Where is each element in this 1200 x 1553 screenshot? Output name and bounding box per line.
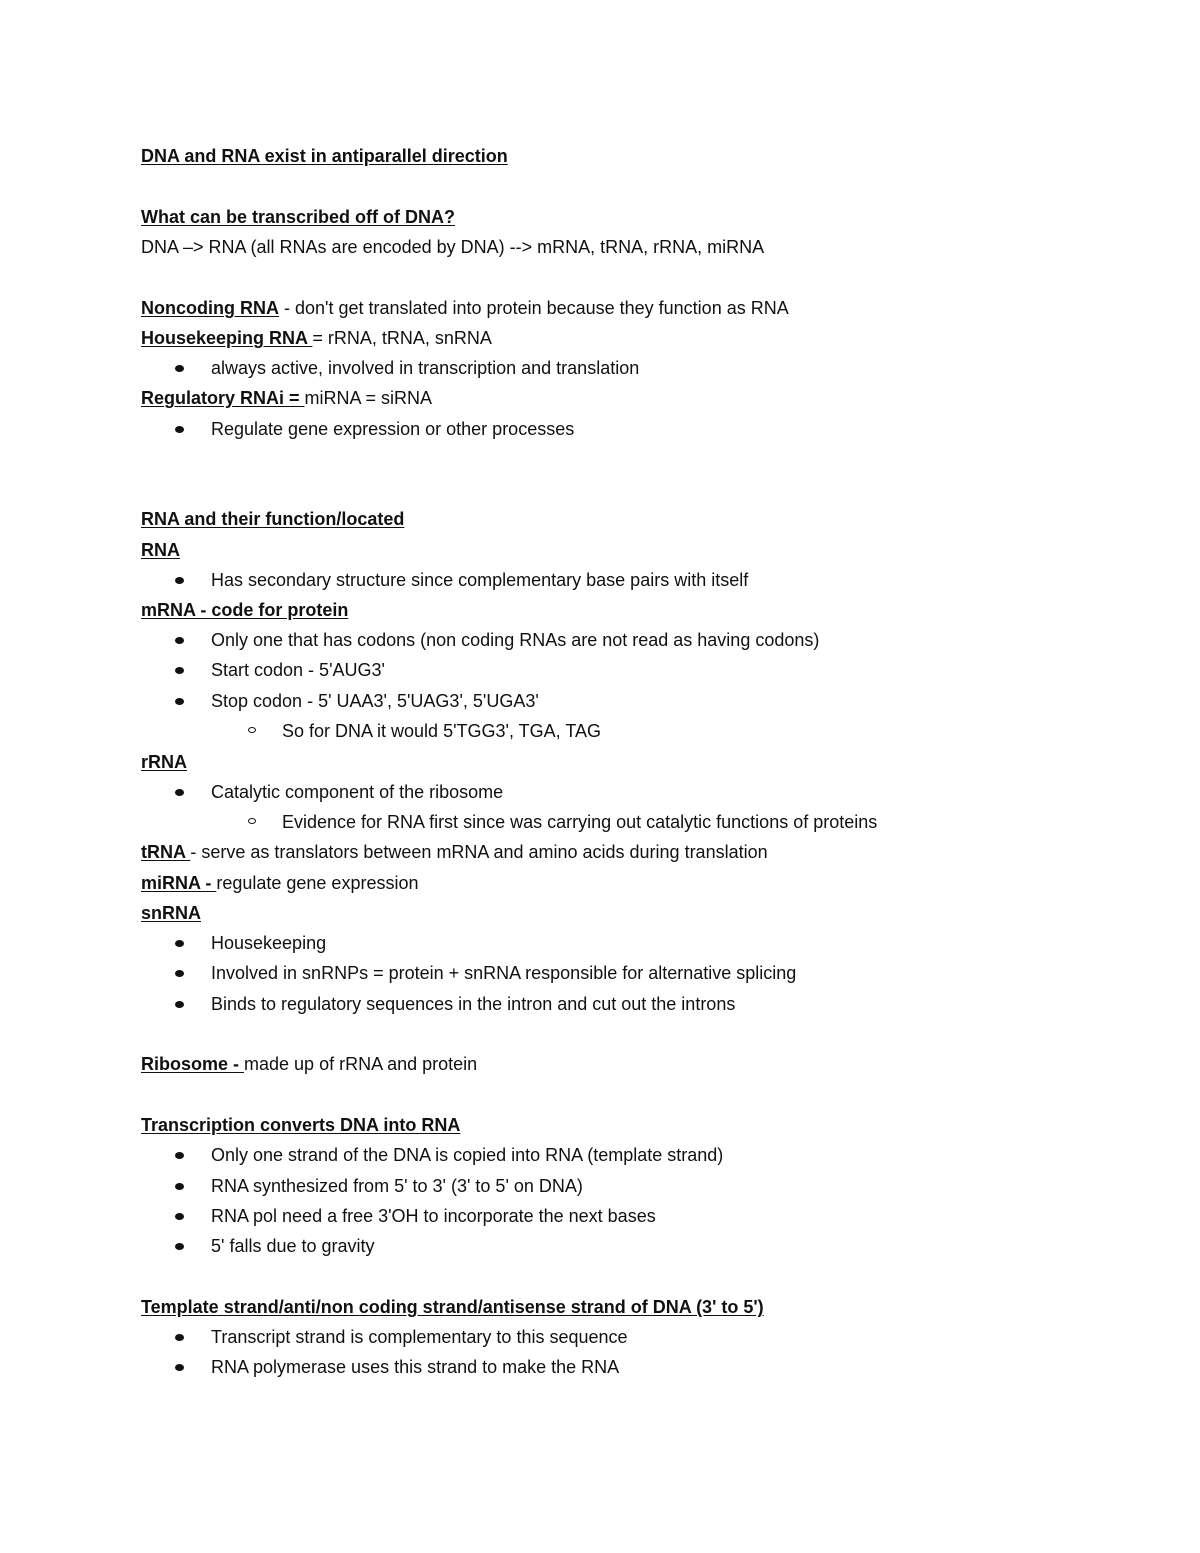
sub-bullet-evidence: Evidence for RNA first since was carrying out catalytic functions of proteins (282, 812, 878, 832)
text-regulatory-rnai: Regulatory RNAi = miRNA = siRNA (141, 388, 433, 408)
bullet-icon (175, 365, 184, 372)
bullet-housekeeping: Housekeeping (211, 933, 327, 953)
bullet-icon (175, 1001, 184, 1008)
text-dna-to-rna: DNA –> RNA (all RNAs are encoded by DNA) --> mRNA, tRNA, rRNA, miRNA (141, 237, 765, 257)
bullet-gravity: 5' falls due to gravity (211, 1236, 375, 1256)
bullet-icon (175, 426, 184, 433)
bullet-icon (175, 1152, 184, 1159)
bullet-complementary: Transcript strand is complementary to this sequence (211, 1327, 628, 1347)
bullet-binds-intron: Binds to regulatory sequences in the intron and cut out the introns (211, 994, 736, 1014)
bullet-icon (175, 789, 184, 796)
bullet-polymerase: RNA polymerase uses this strand to make the RNA (211, 1357, 620, 1377)
text-housekeeping-rna: Housekeeping RNA = rRNA, tRNA, snRNA (141, 328, 492, 348)
bullet-regulate-gene: Regulate gene expression or other processes (211, 419, 575, 439)
bullet-catalytic: Catalytic component of the ribosome (211, 782, 504, 802)
bullet-icon (175, 940, 184, 947)
heading-rna: RNA (141, 540, 180, 560)
heading-transcribed: What can be transcribed off of DNA? (141, 207, 456, 227)
heading-template-strand: Template strand/anti/non coding strand/antisense strand of DNA (3' to 5') (141, 1297, 764, 1317)
bullet-stop-codon: Stop codon - 5' UAA3', 5'UAG3', 5'UGA3' (211, 691, 539, 711)
heading-snrna: snRNA (141, 903, 202, 923)
heading-antiparallel: DNA and RNA exist in antiparallel direction (141, 146, 508, 166)
text-ribosome: Ribosome - made up of rRNA and protein (141, 1054, 478, 1074)
sub-bullet-icon (248, 818, 256, 824)
heading-rna-function: RNA and their function/located (141, 509, 405, 529)
bullet-icon (175, 970, 184, 977)
bullet-icon (175, 577, 184, 584)
bullet-icon (175, 1364, 184, 1371)
heading-mrna: mRNA - code for protein (141, 600, 349, 620)
bullet-icon (175, 637, 184, 644)
bullet-always-active: always active, involved in transcription and translation (211, 358, 640, 378)
bullet-icon (175, 1243, 184, 1250)
bullet-icon (175, 667, 184, 674)
text-mirna: miRNA - regulate gene expression (141, 873, 419, 893)
bullet-one-strand: Only one strand of the DNA is copied into RNA (template strand) (211, 1145, 724, 1165)
bullet-rna-pol: RNA pol need a free 3'OH to incorporate the next bases (211, 1206, 656, 1226)
heading-transcription: Transcription converts DNA into RNA (141, 1115, 461, 1135)
bullet-icon (175, 1334, 184, 1341)
bullet-synthesized: RNA synthesized from 5' to 3' (3' to 5' on DNA) (211, 1176, 583, 1196)
text-trna: tRNA - serve as translators between mRNA and amino acids during translation (141, 842, 768, 862)
sub-bullet-icon (248, 727, 256, 733)
sub-bullet-dna-codons: So for DNA it would 5'TGG3', TGA, TAG (282, 721, 601, 741)
bullet-icon (175, 1183, 184, 1190)
bullet-secondary-structure: Has secondary structure since complementary base pairs with itself (211, 570, 749, 590)
bullet-start-codon: Start codon - 5'AUG3' (211, 660, 385, 680)
heading-rrna: rRNA (141, 752, 188, 772)
bullet-snrnps: Involved in snRNPs = protein + snRNA responsible for alternative splicing (211, 963, 797, 983)
text-noncoding-rna: Noncoding RNA - don't get translated into protein because they function as RNA (141, 298, 789, 318)
bullet-icon (175, 698, 184, 705)
bullet-icon (175, 1213, 184, 1220)
bullet-codons: Only one that has codons (non coding RNAs are not read as having codons) (211, 630, 820, 650)
